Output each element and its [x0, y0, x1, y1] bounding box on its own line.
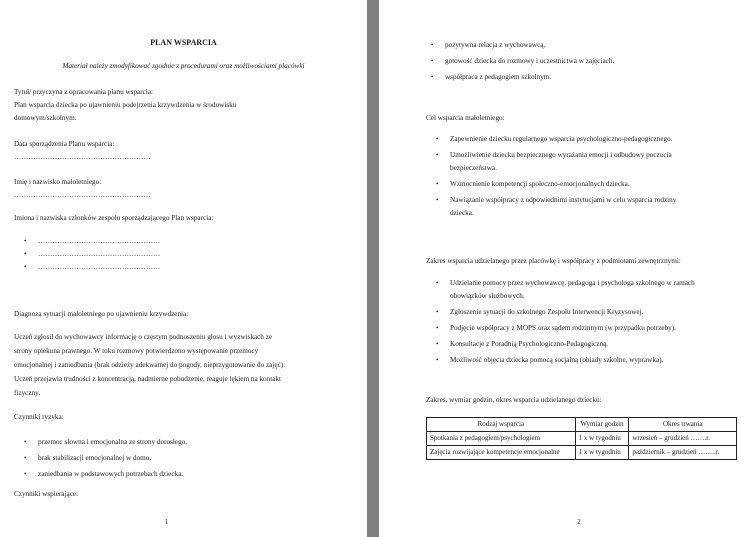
support-table — [426, 417, 737, 460]
table-cell: 1 x w tygodniu — [575, 432, 629, 446]
bullet-icon: • — [436, 196, 439, 204]
bullet-icon: • — [431, 57, 434, 65]
table-cell: 1 x w tygodniu — [575, 446, 629, 460]
table-cell: październik – grudzień ……..r. — [629, 446, 737, 460]
diagnosis-line: Uczeń przejawia trudności z koncentracją, nadmierne pobudzenie, reaguje lękiem na kontakt — [14, 375, 282, 383]
reason-label: Tytuł/ przyczyna z opracowania planu wsparcia: — [14, 88, 153, 96]
team-list — [22, 235, 160, 274]
list-item: • przemoc słowna i emocjonalna ze strony dorosłego, — [22, 434, 187, 450]
list-item: • Umożliwienie dziecku bezpiecznego wyrażania emocji i odbudowy poczucia bezpieczeństwa. — [436, 151, 672, 172]
risk-label: Czynniki ryzyka: — [14, 413, 64, 421]
list-item: • Możliwość objęcia dziecka pomocą socjalną (obiady szkolne, wyprawka). — [434, 354, 695, 367]
bullet-icon: • — [436, 279, 439, 287]
bullet-icon: • — [24, 470, 27, 478]
goal-label: Cel wsparcia małoletniego: — [426, 114, 505, 122]
list-item: • współpraca z pedagogiem szkolnym. — [429, 69, 614, 85]
risk-list — [22, 434, 187, 482]
bullet-icon: • — [436, 151, 439, 159]
list-item: • Wzmocnienie kompetencji społeczno-emocjonalnych dziecka. — [434, 178, 676, 191]
reason-text-line: domowym/szkolnym. — [14, 114, 77, 122]
list-item: • gotowość dziecka do rozmowy i uczestnictwa w zajęciach, — [429, 53, 614, 69]
scope-label: Zakres wsparcia udzielanego przez placówkę i współpracy z podmiotami zewnętrznymi: — [426, 257, 681, 265]
diagnosis-line: Uczeń zgłosił do wychowawcy informację o częstym podnoszeniu głosu i wyzwiskach ze — [14, 333, 273, 341]
list-item: • Podjęcie współpracy z MOPS oraz sądem rodzinnym (w przypadku potrzeby). — [434, 322, 695, 335]
list-item: • Zapewnienie dziecku regularnego wsparcia psychologiczno-pedagogicznego. — [434, 133, 676, 146]
date-field: ………………………………………………… — [14, 153, 151, 161]
diagnosis-line: strony opiekuna prawnego. W toku rozmowy potwierdzono występowanie przemocy — [14, 347, 259, 355]
page-number: 2 — [577, 518, 581, 526]
bullet-icon: • — [436, 356, 439, 364]
goal-list — [434, 133, 676, 220]
reason-text-line: Plan wsparcia dziecka po ujawnieniu podejrzenia krzywdzenia w środowisku — [14, 101, 237, 109]
table-header-cell: Okres trwania — [629, 418, 737, 432]
minor-name-label: Imię i nazwisko małoletniego: — [14, 178, 102, 186]
list-item: • brak stabilizacji emocjonalnej w domu, — [22, 450, 187, 466]
list-item: • zaniedbania w podstawowych potrzebach dziecka. — [22, 466, 187, 482]
subtitle: Materiał należy zmodyfikować zgodnie z procedurami oraz możliwościami placówki — [62, 62, 305, 70]
page-gap — [367, 0, 379, 537]
bullet-icon: • — [24, 237, 27, 245]
table-cell: Zajęcia rozwijające kompetencje emocjonalne — [427, 446, 576, 460]
support-factors-label: Czynniki wspierające: — [14, 490, 79, 498]
list-item: • Udzielanie pomocy przez wychowawcę, pedagoga i psychologa szkolnego w ramach obowiązków służbowych. — [436, 279, 695, 300]
page-title: PLAN WSPARCIA — [150, 38, 217, 47]
table-row — [427, 432, 737, 446]
bullet-icon: • — [431, 41, 434, 49]
bullet-icon: • — [436, 308, 439, 316]
scope-list — [434, 277, 695, 367]
bullet-icon: • — [24, 250, 27, 258]
bullet-icon: • — [24, 438, 27, 446]
document-page-2 — [379, 0, 750, 537]
minor-name-field: ………………………………………………… — [14, 191, 151, 199]
bullet-icon: • — [436, 324, 439, 332]
team-label: Imiona i nazwiska członków zespołu sporządzającego Plan wsparcia: — [14, 214, 214, 222]
bullet-icon: • — [436, 135, 439, 143]
list-item: • …………………………………………… — [22, 248, 160, 261]
page-number: 1 — [164, 518, 169, 526]
document-page-1 — [0, 0, 367, 537]
diagnosis-line: emocjonalnej i zaniedbania (brak odzieży adekwatnej do pogody, nieprzygotowanie do zajęć). — [14, 361, 285, 369]
table-header-cell: Wymiar godzin — [575, 418, 629, 432]
table-header-row — [427, 418, 737, 432]
list-item: • Zgłoszenie sytuacji do szkolnego Zespołu Interwencji Kryzysowej. — [434, 306, 695, 319]
bullet-icon: • — [431, 73, 434, 81]
table-cell: wrzesień – grudzień …….r. — [629, 432, 737, 446]
bullet-icon: • — [24, 263, 27, 271]
list-item: • …………………………………………… — [22, 235, 160, 248]
diagnosis-line: fizyczny. — [14, 389, 41, 397]
table-row — [427, 446, 737, 460]
table-header-cell: Rodzaj wsparcia — [427, 418, 576, 432]
bullet-icon: • — [436, 180, 439, 188]
list-item: • …………………………………………… — [22, 261, 160, 274]
list-item: • Konsultacje z Poradnią Psychologiczno-Pedagogiczną. — [434, 338, 695, 351]
bullet-icon: • — [24, 454, 27, 462]
date-label: Data sporządzenia Planu wsparcia: — [14, 140, 115, 148]
list-item: • pozytywna relacja z wychowawcą, — [429, 37, 614, 53]
table-cell: Spotkania z pedagogiem/psychologiem — [427, 432, 576, 446]
bullet-icon: • — [436, 340, 439, 348]
diagnosis-label: Diagnoza sytuacji małoletniego po ujawnieniu krzywdzenia: — [14, 310, 189, 318]
list-item: • Nawiązanie współpracy z odpowiednimi instytucjami w celu wsparcia rodziny dziecka. — [436, 196, 677, 217]
table-label: Zakres, wymiar godzin, okres wsparcia udzielanego dziecku: — [426, 396, 602, 404]
support-factors-list — [429, 37, 614, 85]
